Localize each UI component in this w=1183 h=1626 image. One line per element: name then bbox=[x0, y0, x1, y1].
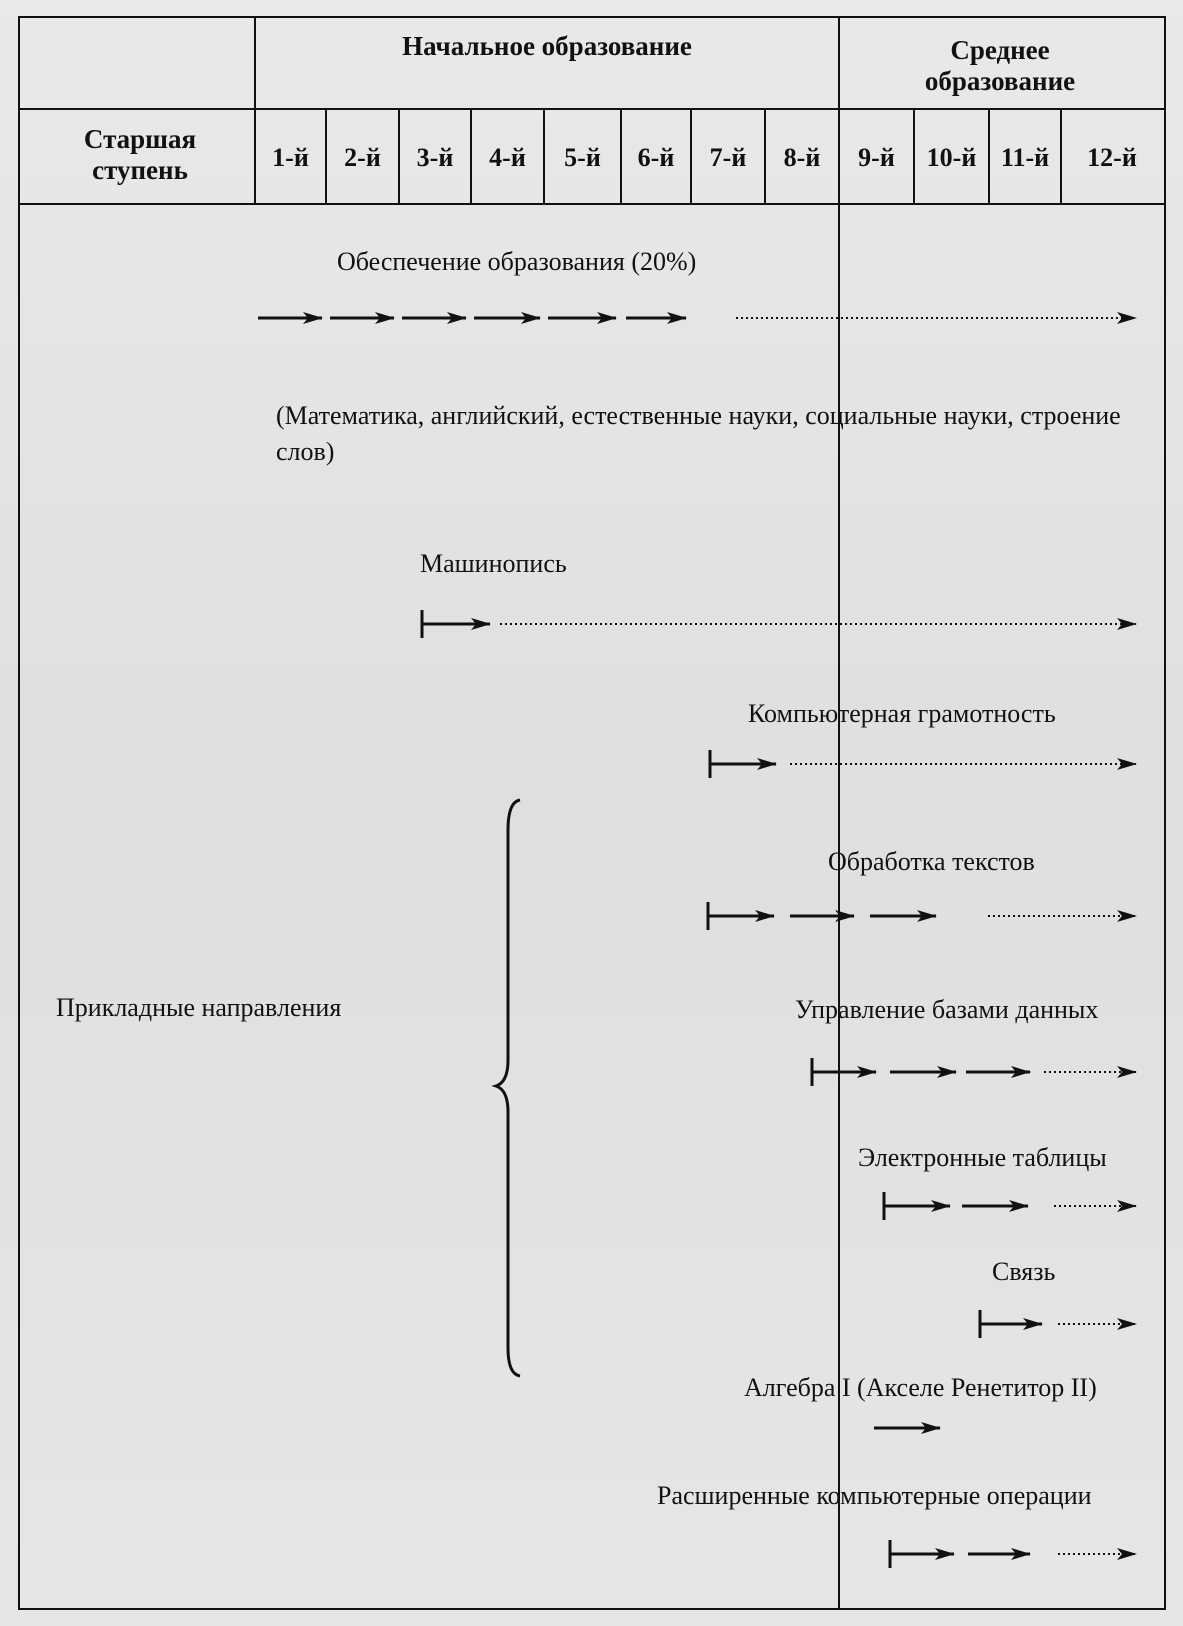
spreadsheets-arrows bbox=[884, 1192, 1136, 1220]
grade-10-header: 10-й bbox=[926, 142, 977, 172]
advanced-operations-arrows bbox=[890, 1540, 1136, 1568]
communication-arrows bbox=[980, 1310, 1136, 1338]
databases-arrows bbox=[812, 1058, 1136, 1086]
grade-4-header: 4-й bbox=[489, 142, 526, 172]
computer-literacy-label: Компьютерная грамотность bbox=[748, 699, 1056, 728]
computer-literacy-arrows bbox=[710, 750, 1136, 778]
grade-2-header: 2-й bbox=[344, 142, 381, 172]
applied-directions-label: Прикладные направления bbox=[56, 993, 342, 1022]
primary-education-header: Начальное образование bbox=[402, 30, 692, 61]
spreadsheets-label: Электронные таблицы bbox=[858, 1143, 1107, 1172]
grade-6-header: 6-й bbox=[637, 142, 675, 172]
grade-8-header: 8-й bbox=[783, 142, 821, 172]
education-note: (Математика, английский, естественные науки, социальные науки, строение слов) bbox=[276, 401, 1121, 466]
senior-stage-header: Старшая ступень bbox=[83, 124, 197, 185]
secondary-education-header: Среднее образование bbox=[924, 35, 1076, 96]
algebra-label: Алгебра I (Акселе Ренетитор II) bbox=[744, 1373, 1097, 1402]
grade-3-header: 3-й bbox=[416, 142, 454, 172]
grade-7-header: 7-й bbox=[709, 142, 747, 172]
education-label: Обеспечение образования (20%) bbox=[337, 247, 697, 276]
typing-label: Машинопись bbox=[420, 549, 567, 578]
grade-11-header: 11-й bbox=[1000, 142, 1050, 172]
applied-directions-brace bbox=[496, 800, 520, 1376]
advanced-operations-label: Расширенные компьютерные операции bbox=[657, 1481, 1092, 1510]
typing-arrows bbox=[422, 610, 1136, 638]
grade-5-header: 5-й bbox=[564, 142, 601, 172]
grade-12-header: 12-й bbox=[1087, 142, 1137, 172]
grade-9-header: 9-й bbox=[858, 142, 895, 172]
word-processing-arrows bbox=[708, 902, 1136, 930]
databases-label: Управление базами данных bbox=[795, 995, 1099, 1024]
word-processing-label: Обработка текстов bbox=[828, 847, 1035, 876]
grade-1-header: 1-й bbox=[272, 142, 309, 172]
communication-label: Связь bbox=[992, 1257, 1056, 1286]
